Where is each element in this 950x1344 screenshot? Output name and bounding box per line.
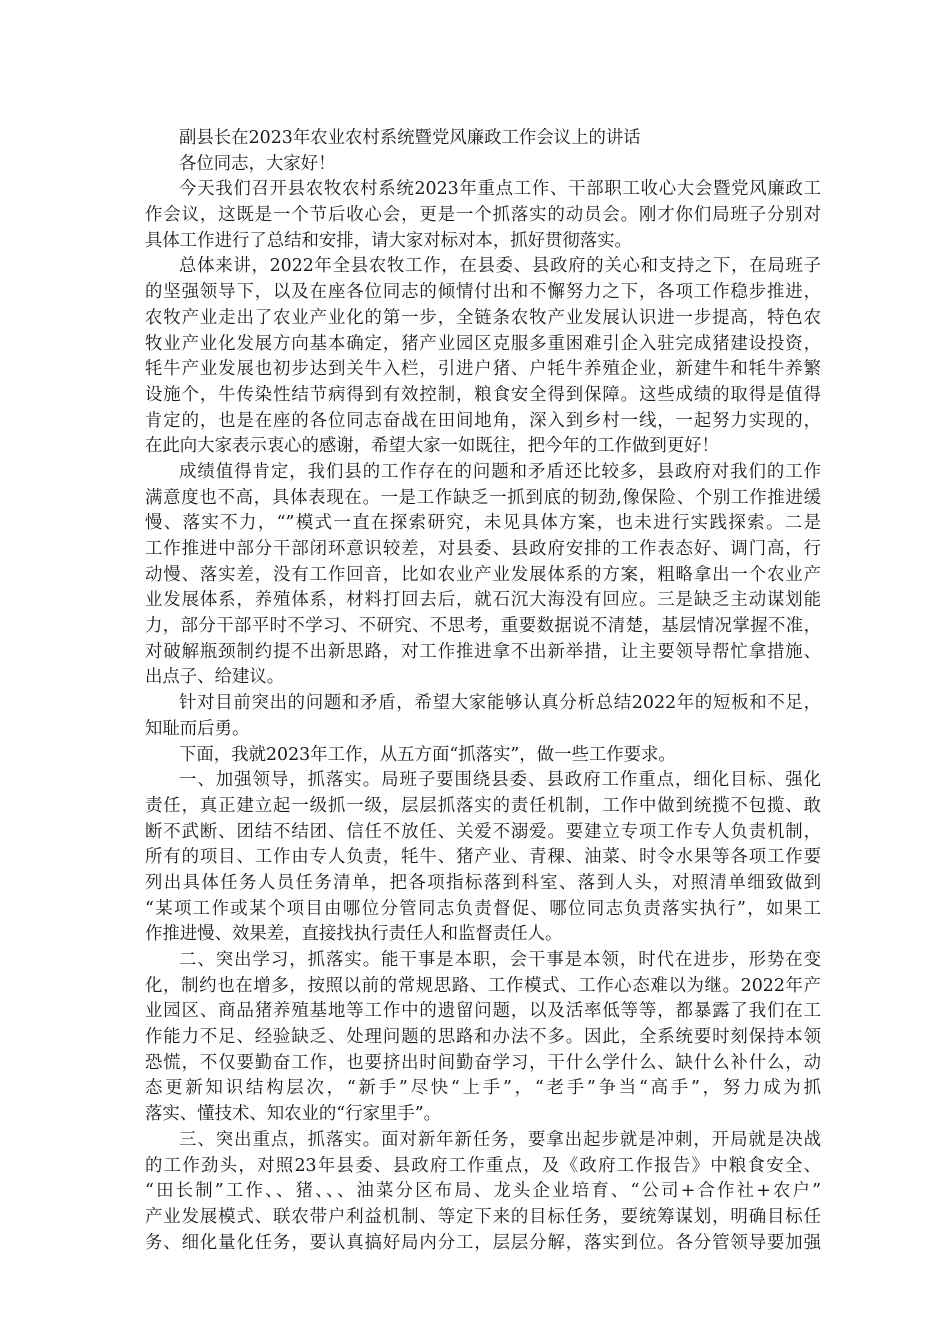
text-line: 列出具体任务人员任务清单，把各项指标落到科室、落到人头，对照清单细致做到 bbox=[145, 872, 821, 893]
text-line: 一、加强领导，抓落实。局班子要围绕县委、县政府工作重点，细化目标、强化 bbox=[179, 770, 821, 791]
text-line: 牦牛产业发展也初步达到关牛入栏，引进户猪、户牦牛养殖企业，新建牛和牦牛养繁 bbox=[145, 359, 821, 380]
text-line: 责任，真正建立起一级抓一级，层层抓落实的责任机制，工作中做到统揽不包揽、敢 bbox=[145, 795, 821, 816]
text-line: 态更新知识结构层次，“新手”尽快“上手”，“老手”争当“高手”，努力成为抓 bbox=[145, 1078, 821, 1099]
text-line: 知耻而后勇。 bbox=[145, 718, 250, 739]
text-line: 对破解瓶颈制约提不出新思路，对工作推进拿不出新举措，让主要领导帮忙拿措施、 bbox=[145, 641, 821, 662]
text-line: 二、突出学习，抓落实。能干事是本职，会干事是本领，时代在进步，形势在变 bbox=[179, 950, 821, 970]
text-line: 在此向大家表示衷心的感谢，希望大家一如既往，把今年的工作做到更好！ bbox=[145, 436, 719, 457]
text-line: 落实、懂技术、知农业的“行家里手”。 bbox=[145, 1104, 442, 1125]
document-body bbox=[145, 152, 821, 1257]
text-line: 产业发展模式、联农带户利益机制、等定下来的目标任务，要统筹谋划，明确目标任 bbox=[145, 1206, 821, 1227]
text-line: 出点子、给建议。 bbox=[145, 667, 285, 688]
text-line: “田长制”工作、、猪、、、油菜分区布局、龙头企业培育、“公司+合作社+农户” bbox=[145, 1181, 821, 1202]
text-line: 力，部分干部平时不学习、不研究、不思考，重要数据说不清楚，基层情况掌握不准， bbox=[145, 616, 821, 637]
text-line: 慢、落实不力，“”模式一直在探索研究，未见具体方案，也未进行实践探索。二是 bbox=[145, 513, 821, 534]
text-line: 针对目前突出的问题和矛盾，希望大家能够认真分析总结2022年的短板和不足， bbox=[179, 693, 821, 714]
text-line: 作推进慢、效果差，直接找执行责任人和监督责任人。 bbox=[145, 924, 563, 945]
text-line: 业园区、商品猪养殖基地等工作中的遗留问题，以及活率低等等，都暴露了我们在工 bbox=[145, 1001, 821, 1022]
text-line: 作会议，这既是一个节后收心会，更是一个抓落实的动员会。刚才你们局班子分别对 bbox=[145, 205, 821, 226]
text-line: 满意度也不高，具体表现在。一是工作缺乏一抓到底的韧劲,像保险、个别工作推进缓 bbox=[145, 487, 821, 508]
text-line: “某项工作或某个项目由哪位分管同志负责督促、哪位同志负责落实执行”，如果工 bbox=[145, 898, 821, 919]
text-line: 三、突出重点，抓落实。面对新年新任务，要拿出起步就是冲刺，开局就是决战 bbox=[179, 1129, 821, 1150]
text-line: 农牧产业走出了农业产业化的第一步，全链条农牧产业发展认识进一步提高，特色农 bbox=[145, 307, 821, 328]
document-title: 副县长在2023年农业农村系统暨党风廉政工作会议上的讲话 bbox=[179, 128, 641, 148]
text-line: 总体来讲，2022年全县农牧工作，在县委、县政府的关心和支持之下，在局班子 bbox=[179, 256, 821, 277]
text-line: 的坚强领导下，以及在座各位同志的倾情付出和不懈努力之下，各项工作稳步推进， bbox=[145, 282, 821, 303]
text-line: 牧业产业化发展方向基本确定，猪产业园区克服多重困难引企入驻完成猪建设投资， bbox=[145, 333, 821, 354]
text-line: 下面，我就2023年工作，从五方面“抓落实”，做一些工作要求。 bbox=[179, 744, 676, 765]
document-page bbox=[145, 126, 821, 1256]
text-line: 作能力不足、经验缺乏、处理问题的思路和办法不多。因此，全系统要时刻保持本领 bbox=[145, 1027, 821, 1048]
text-line: 成绩值得肯定，我们县的工作存在的问题和矛盾还比较多，县政府对我们的工作 bbox=[179, 461, 821, 482]
text-line: 化，制约也在增多，按照以前的常规思路、工作模式、工作心态难以为继。2022年产 bbox=[145, 975, 821, 996]
text-line: 各位同志，大家好！ bbox=[179, 153, 336, 174]
text-line: 所有的项目、工作由专人负责，牦牛、猪产业、青稞、油菜、时令水果等各项工作要 bbox=[145, 847, 821, 868]
text-line: 今天我们召开县农牧农村系统2023年重点工作、干部职工收心大会暨党风廉政工 bbox=[179, 179, 821, 200]
text-line: 断不武断、团结不结团、信任不放任、关爱不溺爱。要建立专项工作专人负责机制， bbox=[145, 821, 821, 842]
text-line: 具体工作进行了总结和安排，请大家对标对本，抓好贯彻落实。 bbox=[145, 230, 632, 251]
text-line: 动慢、落实差，没有工作回音，比如农业产业发展体系的方案，粗略拿出一个农业产 bbox=[145, 564, 821, 585]
text-line: 的工作劲头，对照23年县委、县政府工作重点，及《政府工作报告》中粮食安全、 bbox=[145, 1155, 821, 1176]
text-line: 务、细化量化任务，要认真搞好局内分工，层层分解，落实到位。各分管领导要加强 bbox=[145, 1232, 821, 1253]
text-line: 肯定的，也是在座的各位同志奋战在田间地角，深入到乡村一线，一起努力实现的， bbox=[145, 410, 821, 431]
text-line: 工作推进中部分干部闭环意识较差，对县委、县政府安排的工作表态好、调门高，行 bbox=[145, 539, 821, 559]
text-line: 设施个，牛传染性结节病得到有效控制，粮食安全得到保障。这些成绩的取得是值得 bbox=[145, 384, 821, 405]
text-line: 业发展体系，养殖体系，材料打回去后，就石沉大海没有回应。三是缺乏主动谋划能 bbox=[145, 590, 821, 611]
text-line: 恐慌，不仅要勤奋工作，也要挤出时间勤奋学习，干什么学什么、缺什么补什么，动 bbox=[145, 1052, 821, 1073]
